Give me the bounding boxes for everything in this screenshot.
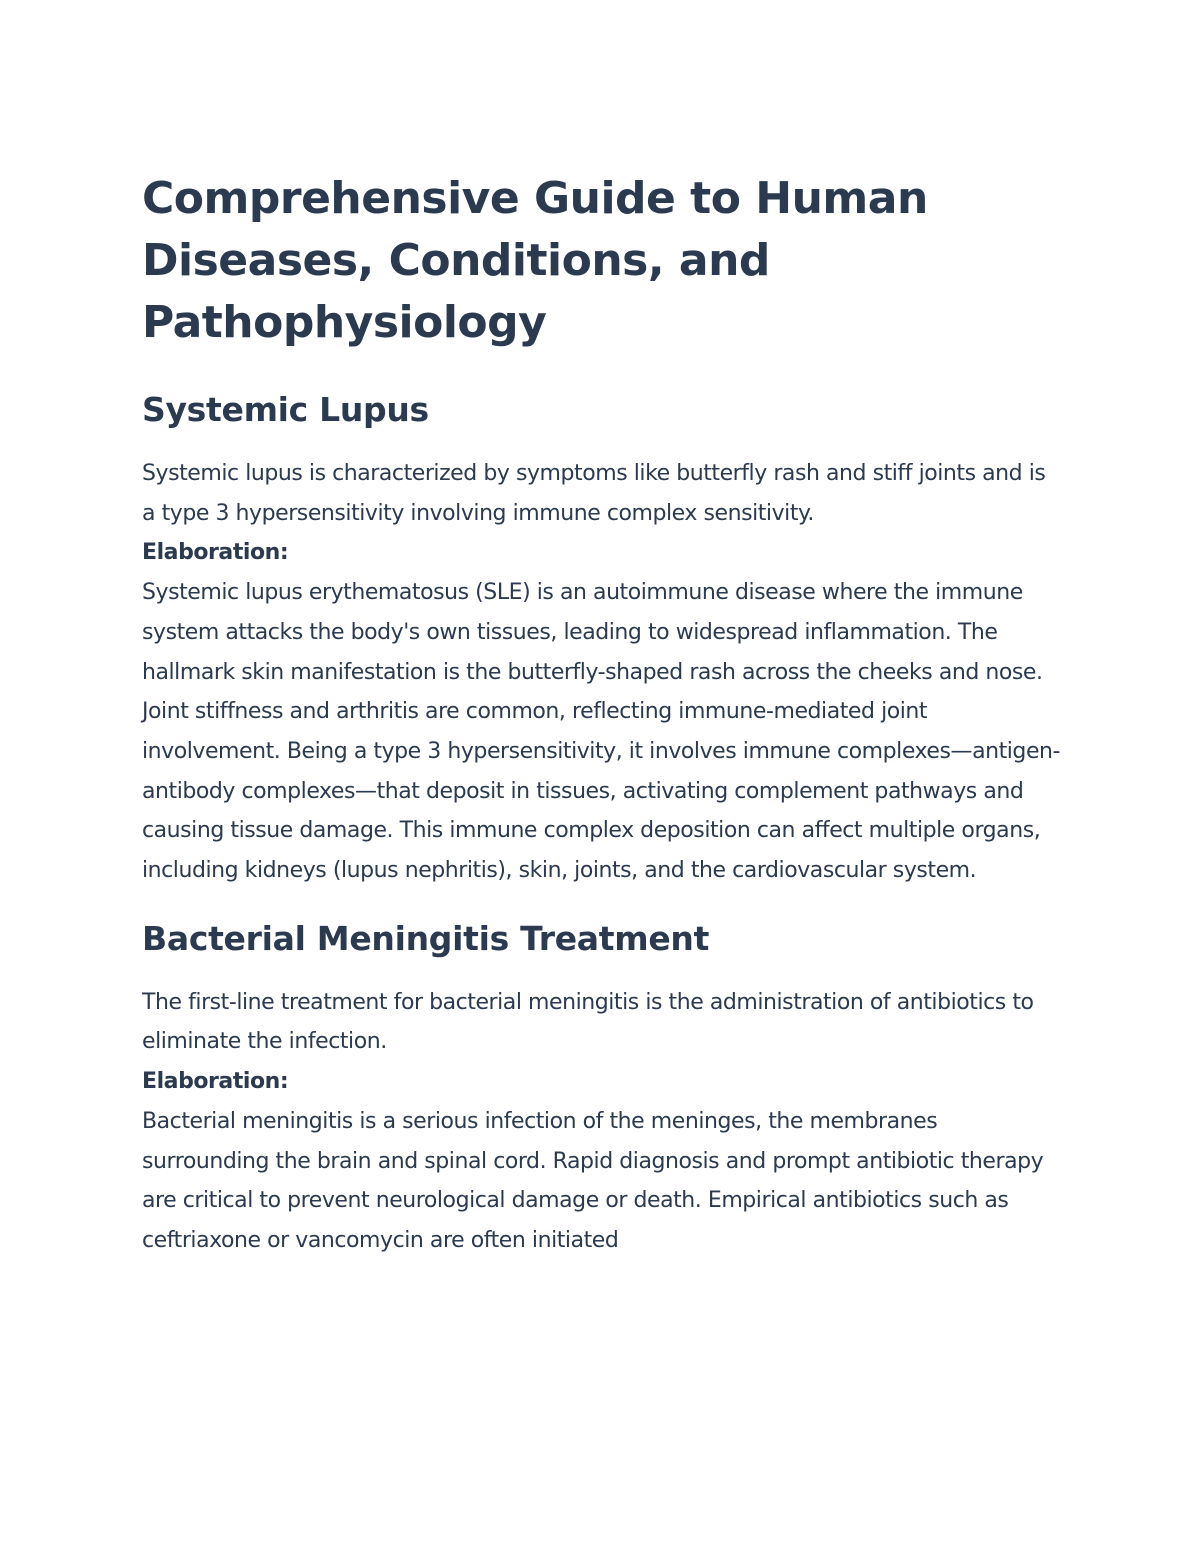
document-page: [142, 168, 1062, 1261]
elaboration-text: Systemic lupus erythematosus (SLE) is an autoimmune disease where the immune system attacks the body's own tissues, leading to widespread inflammation. The hallmark skin manifestation is the butterfly-shaped rash across the cheeks and nose. Joint stiffness and arthritis are common, reflecting immune-mediated joint involvement. Being a type 3 hypersensitivity, it involves immune complexes—antigen-antibody complexes—that deposit in tissues, activating complement pathways and causing tissue damage. This immune complex deposition can affect multiple organs, including kidneys (lupus nephritis), skin, joints, and the cardiovascular system.: [142, 580, 1061, 884]
section-systemic-lupus: [142, 388, 1062, 891]
elaboration-label: Elaboration:: [142, 540, 289, 566]
document-title: Comprehensive Guide to Human Diseases, Conditions, and Pathophysiology: [142, 173, 928, 348]
elaboration-label: Elaboration:: [142, 1069, 289, 1095]
section-body: [142, 454, 1062, 891]
elaboration-text: Bacterial meningitis is a serious infection of the meninges, the membranes surrounding the brain and spinal cord. Rapid diagnosis and prompt antibiotic therapy are critical to prevent neurological damage or death. Empirical antibiotics such as ceftriaxone or vancomycin are often initiated: [142, 1108, 1044, 1253]
section-bacterial-meningitis-treatment: [142, 917, 1062, 1261]
section-body: [142, 983, 1062, 1261]
section-heading: Systemic Lupus: [142, 390, 429, 429]
section-heading: Bacterial Meningitis Treatment: [142, 918, 710, 958]
section-summary: The first-line treatment for bacterial meningitis is the administration of antibiotics to eliminate the infection.: [142, 989, 1034, 1055]
section-summary: Systemic lupus is characterized by symptoms like butterfly rash and stiff joints and is a type 3 hypersensitivity involving immune complex sensitivity.: [142, 461, 1046, 526]
